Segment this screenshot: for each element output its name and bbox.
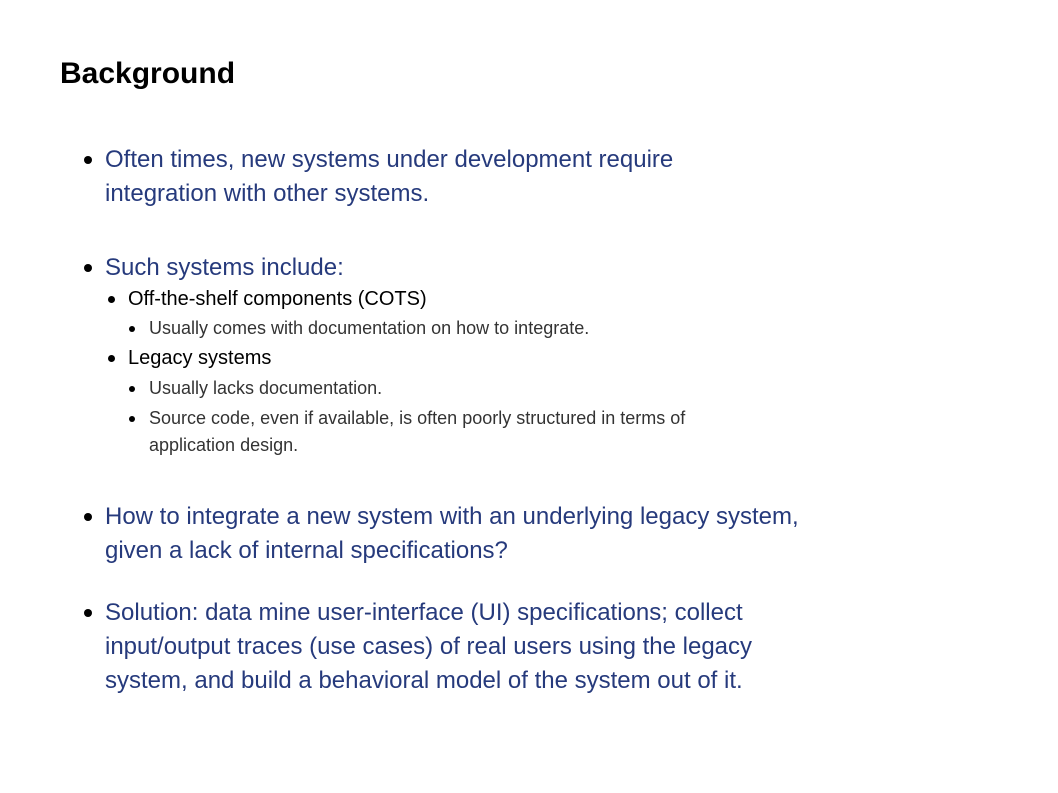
bullet-4-line-2: input/output traces (use cases) of real users using the legacy	[105, 633, 753, 660]
sub-sub-bullet-legacy-doc	[149, 375, 382, 402]
sub-sub-bullet-legacy-code-line-2: application design.	[149, 435, 299, 455]
bullet-3	[105, 500, 799, 568]
bullet-dot	[84, 264, 92, 272]
bullet-1-line-2: integration with other systems.	[105, 180, 430, 207]
sub-bullet-dot	[108, 355, 115, 362]
bullet-2	[105, 251, 344, 285]
sub-sub-bullet-legacy-doc-text: Usually lacks documentation.	[149, 378, 383, 398]
bullet-dot	[84, 609, 92, 617]
bullet-dot	[84, 156, 92, 164]
sub-bullet-legacy	[128, 344, 271, 373]
sub-sub-bullet-legacy-code-line-1: Source code, even if available, is often poorly structured in terms of	[149, 408, 686, 428]
bullet-1-line-1: Often times, new systems under development require	[105, 146, 674, 173]
bullet-3-line-2: given a lack of internal specifications?	[105, 537, 508, 564]
bullet-4-line-1: Solution: data mine user-interface (UI) specifications; collect	[105, 599, 743, 626]
sub-sub-bullet-dot	[129, 386, 135, 392]
sub-sub-bullet-cots-doc	[149, 315, 589, 342]
bullet-1	[105, 143, 673, 211]
slide-title: Background	[60, 57, 236, 90]
bullet-4	[105, 596, 752, 698]
bullet-3-line-1: How to integrate a new system with an underlying legacy system,	[105, 503, 799, 530]
sub-sub-bullet-dot	[129, 416, 135, 422]
sub-bullet-dot	[108, 296, 115, 303]
sub-bullet-legacy-label: Legacy systems	[128, 347, 272, 369]
sub-sub-bullet-cots-doc-text: Usually comes with documentation on how to integrate.	[149, 318, 590, 338]
bullet-4-line-3: system, and build a behavioral model of the system out of it.	[105, 667, 743, 694]
sub-bullet-cots-label: Off-the-shelf components (COTS)	[128, 288, 427, 310]
sub-bullet-cots	[128, 285, 427, 314]
bullet-dot	[84, 513, 92, 521]
sub-sub-bullet-dot	[129, 326, 135, 332]
bullet-2-line-1: Such systems include:	[105, 254, 344, 281]
sub-sub-bullet-legacy-code	[149, 405, 685, 459]
